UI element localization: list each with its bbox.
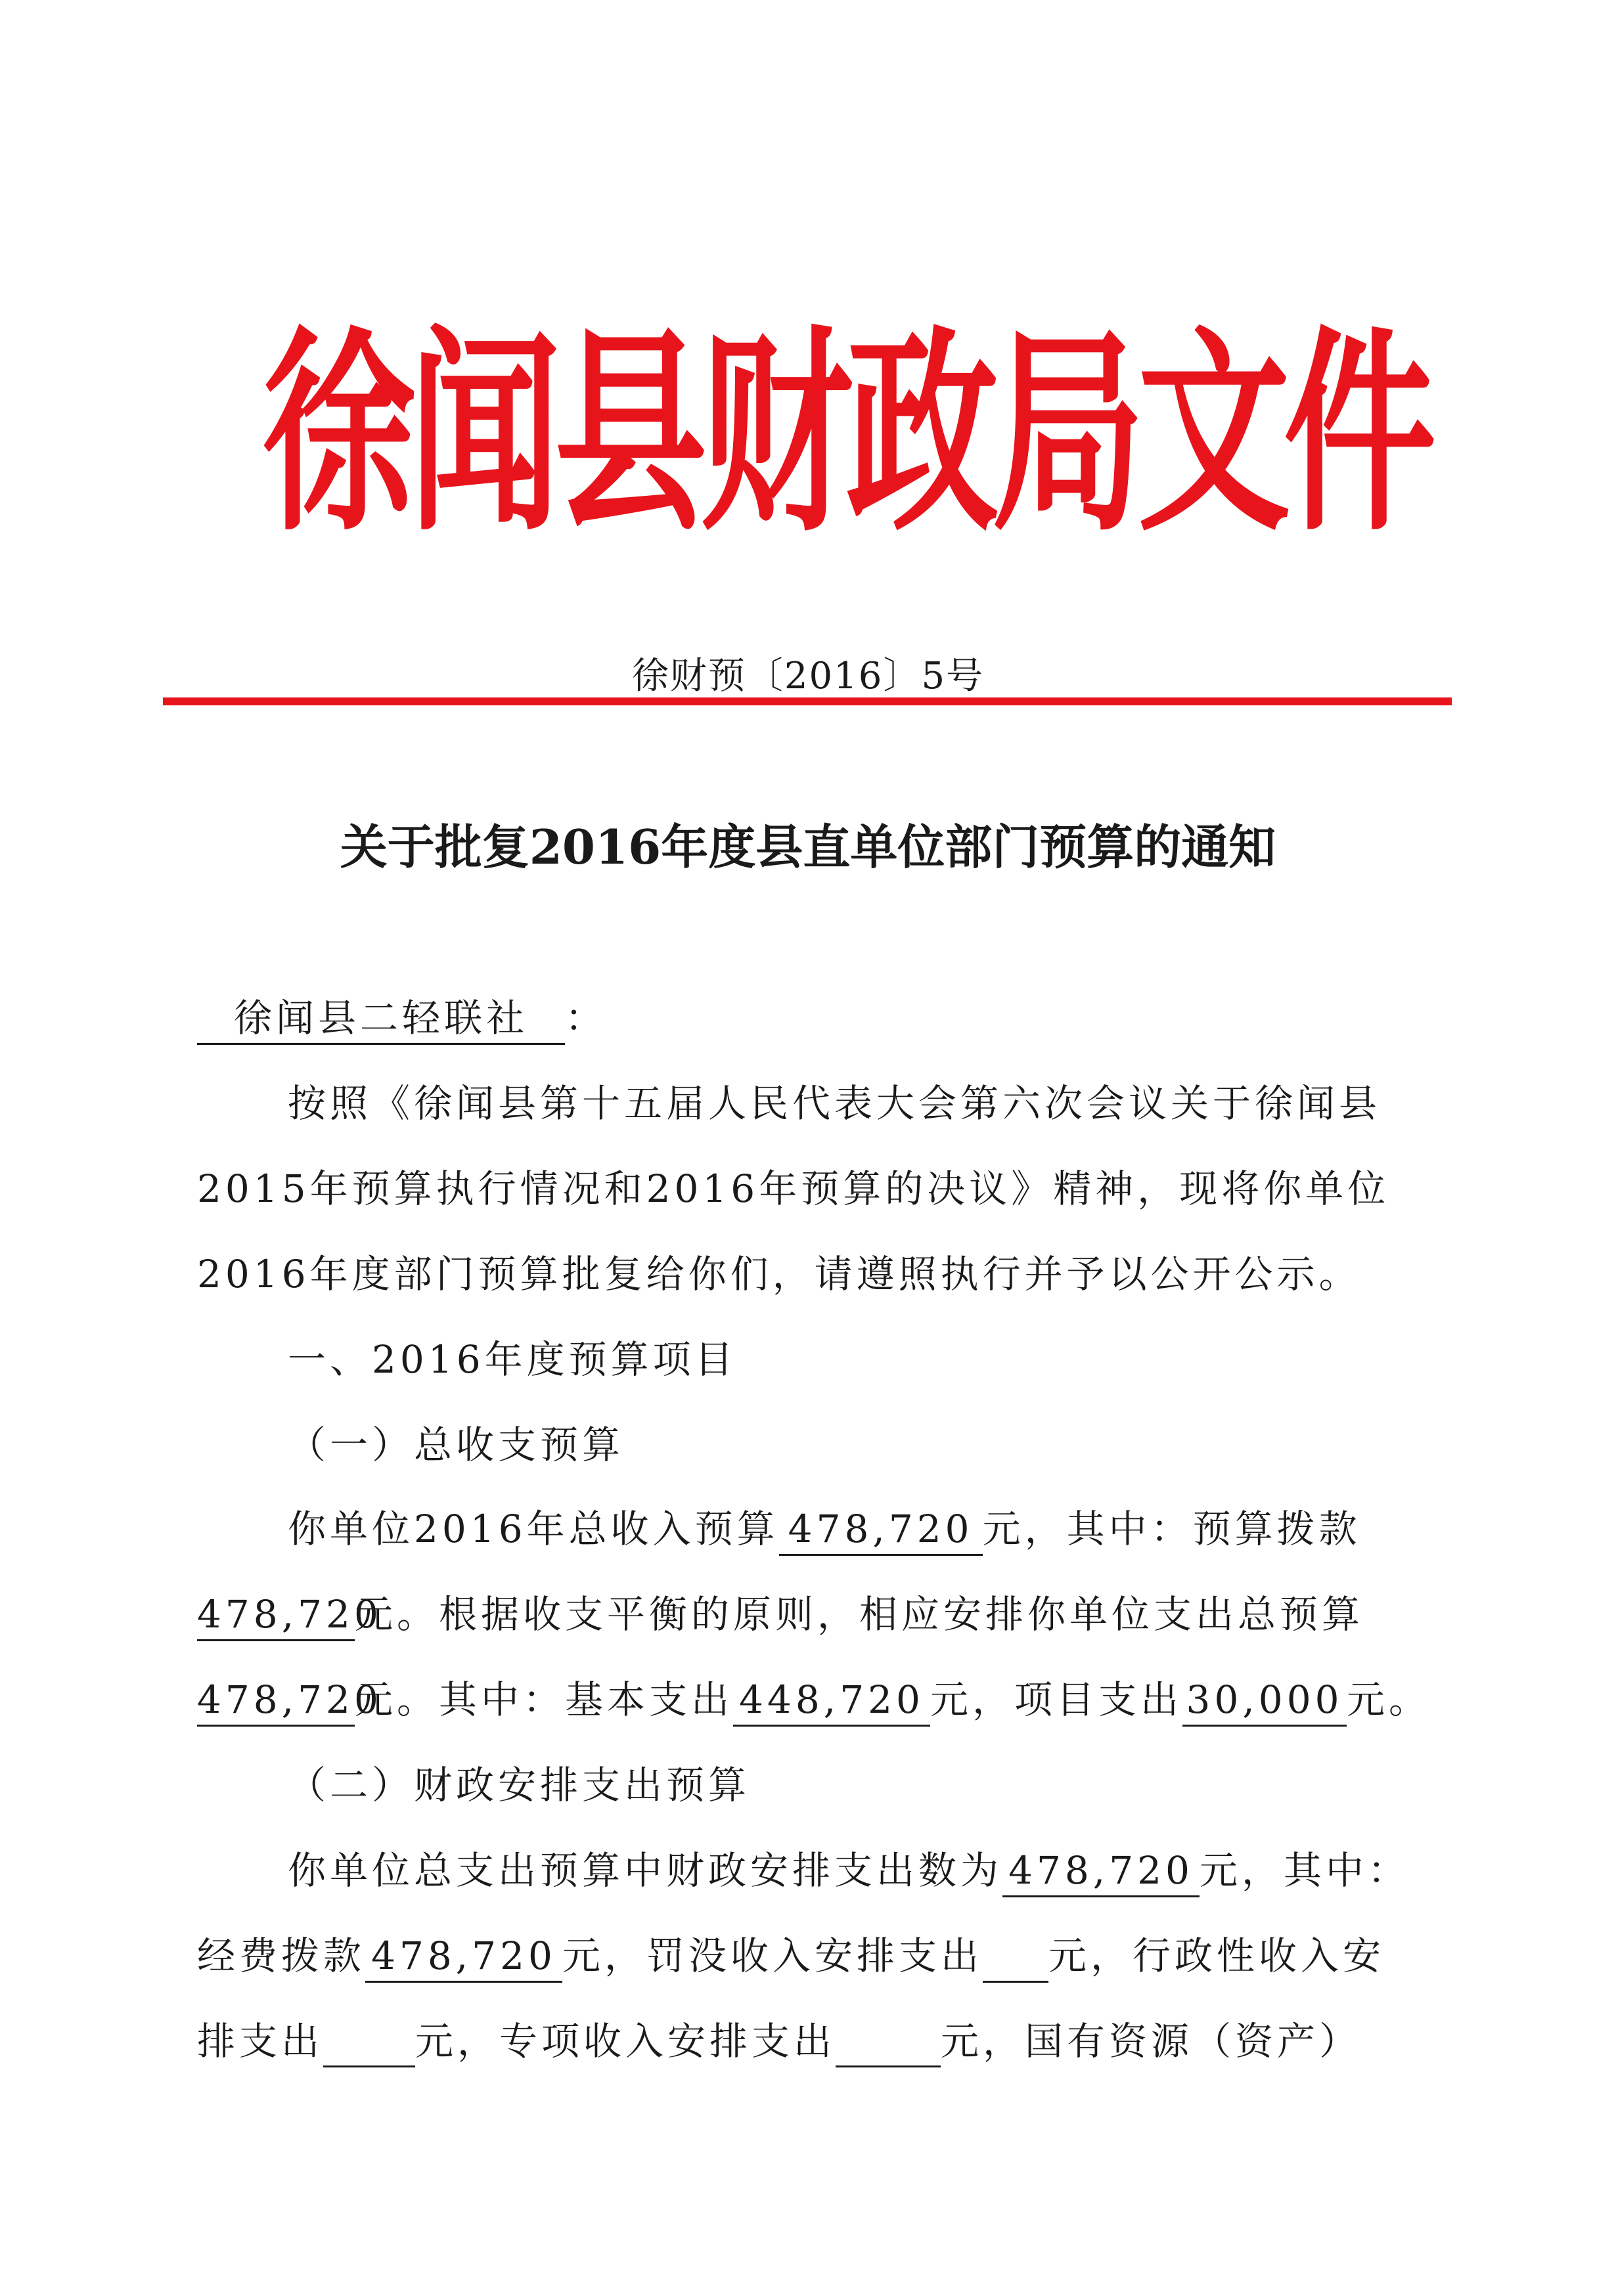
paragraph-2-text-h: 元，国有资源（资产） (941, 2019, 1362, 2064)
intro-line-2: 2015年预算执行情况和2016年预算的决议》精神，现将你单位 (197, 1166, 1390, 1211)
paragraph-2-text-f: 排支出 (197, 2019, 324, 2064)
admin-income-blank (323, 2020, 415, 2067)
paragraph-1-text-b: 元，其中：预算拨款 (982, 1507, 1361, 1551)
subsection-2-heading: （二）财政安排支出预算 (288, 1763, 751, 1807)
section-1-heading: 一、2016年度预算项目 (288, 1337, 737, 1382)
paragraph-1-line-1 (197, 1503, 1432, 1556)
intro-line-1: 按照《徐闻县第十五届人民代表大会第六次会议关于徐闻县 (288, 1081, 1381, 1126)
intro-line-3: 2016年度部门预算批复给你们，请遵照执行并予以公开公示。 (197, 1252, 1361, 1296)
document-number: 徐财预〔2016〕5号 (631, 655, 985, 697)
paragraph-2-line-1 (197, 1844, 1432, 1897)
subsection-1-heading: （一）总收支预算 (288, 1423, 625, 1467)
fiscal-expense-value: 478,720 (1002, 1845, 1200, 1897)
total-expense-value: 478,720 (197, 1675, 355, 1727)
penalty-income-blank (983, 1935, 1048, 1983)
addressee-name: 徐闻县二轻联社 (197, 993, 565, 1045)
addressee-line (197, 992, 1432, 1045)
paragraph-1-text-a: 你单位2016年总收入预算 (288, 1507, 779, 1551)
red-divider (163, 697, 1452, 705)
document-header-title: 徐闻县财政局文件 (263, 308, 1430, 561)
budget-allocation-value: 478,720 (197, 1589, 355, 1641)
funding-value: 478,720 (365, 1931, 562, 1983)
paragraph-2-text-b: 元，其中： (1200, 1848, 1410, 1893)
paragraph-1-text-c: 元。根据收支平衡的原则，相应安排你单位支出总预算 (355, 1592, 1364, 1637)
paragraph-2-text-c: 经费拨款 (197, 1933, 366, 1978)
paragraph-1-line-3 (197, 1673, 1432, 1727)
paragraph-2-text-e: 元，行政性收入安 (1048, 1933, 1385, 1978)
paragraph-1-text-d: 元。其中：基本支出 (355, 1677, 734, 1722)
basic-expense-value: 448,720 (733, 1675, 930, 1727)
paragraph-2-text-g: 元，专项收入安排支出 (415, 2019, 836, 2064)
addressee-colon: ： (565, 996, 608, 1040)
paragraph-1-text-f: 元。 (1347, 1677, 1431, 1722)
special-income-blank (836, 2020, 941, 2067)
paragraph-2-text-a: 你单位总支出预算中财政安排支出数为 (288, 1848, 1003, 1893)
paragraph-1-text-e: 元，项目支出 (930, 1677, 1183, 1722)
notice-title: 关于批复2016年度县直单位部门预算的通知 (340, 819, 1276, 875)
paragraph-1-line-2 (197, 1588, 1432, 1641)
project-expense-value: 30,000 (1182, 1675, 1347, 1727)
paragraph-2-text-d: 元，罚没收入安排支出 (562, 1933, 983, 1978)
total-income-value: 478,720 (779, 1504, 983, 1556)
paragraph-2-line-2 (197, 1930, 1432, 1983)
paragraph-2-line-3 (197, 2015, 1432, 2067)
